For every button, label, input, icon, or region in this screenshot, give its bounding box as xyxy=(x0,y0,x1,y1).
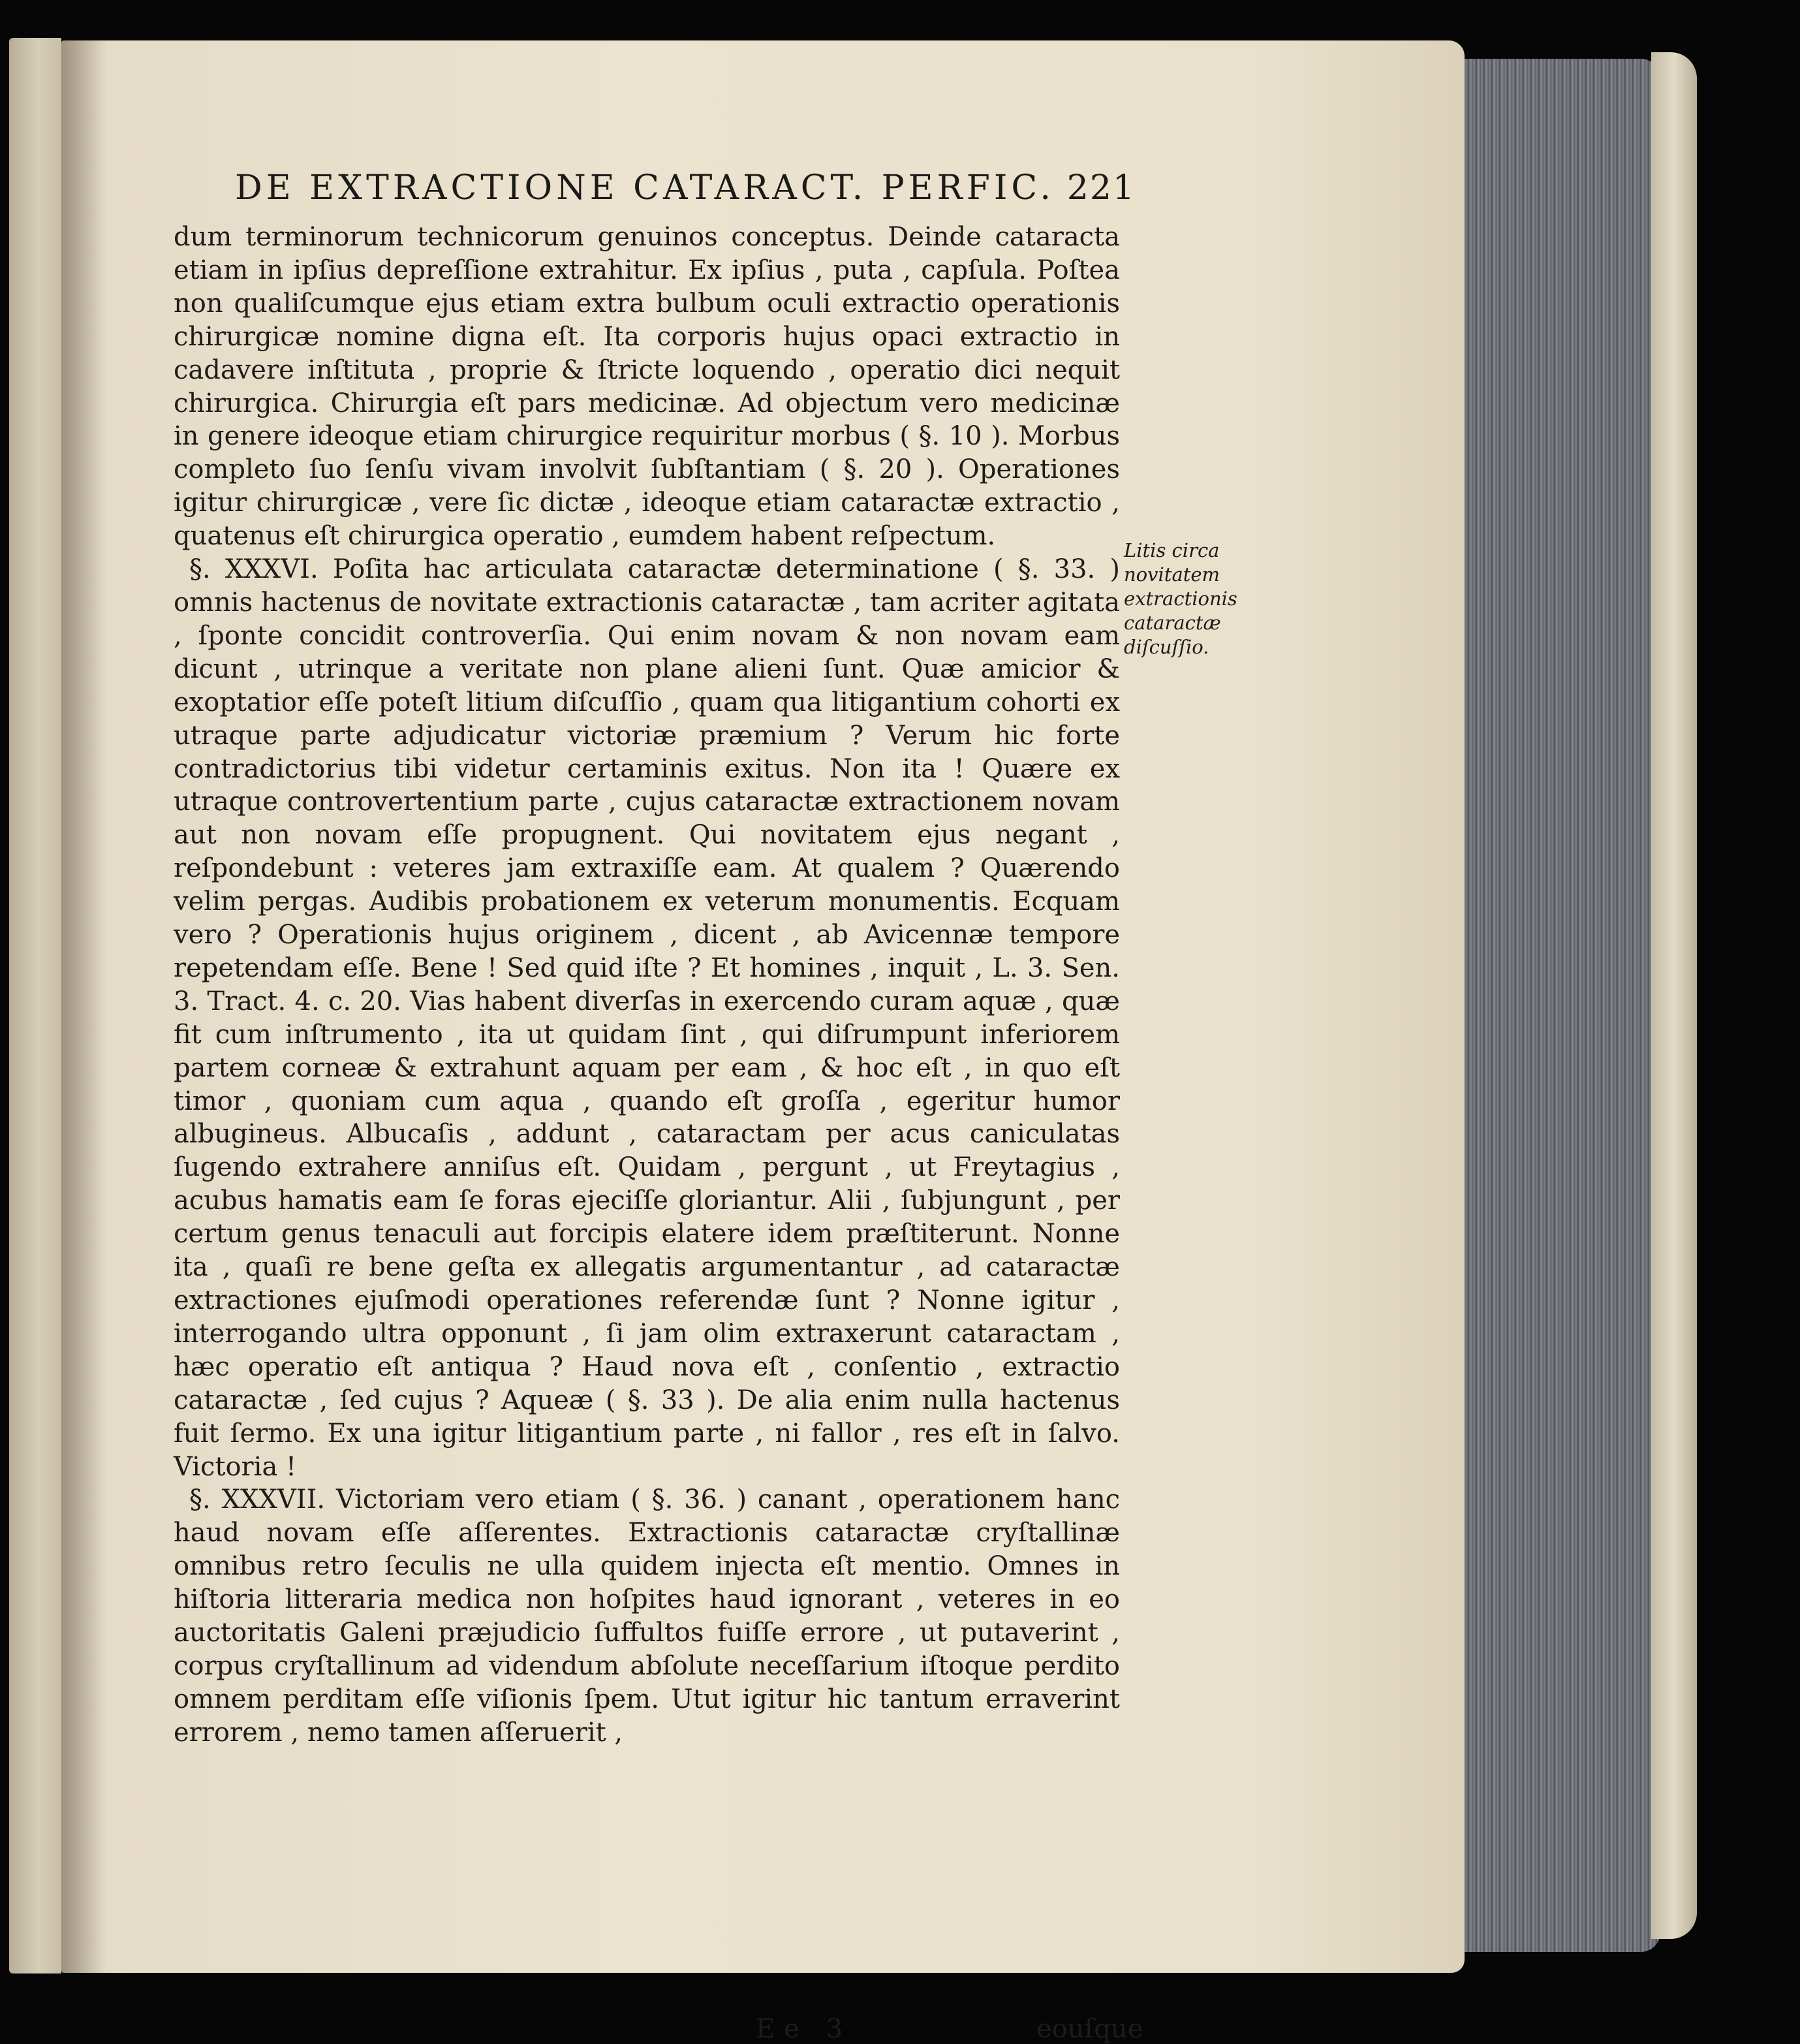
running-head: DE EXTRACTIONE CATARACT. PERFIC. xyxy=(235,168,1055,208)
paragraph-section-36: §. XXXVI. Poſita hac articulata cataractæ determinatione ( §. 33. ) omnis hactenus de novitate extractionis cataractæ , tam acriter agitata , ſponte concidit controverſia. Qui enim novam & non novam eam dicunt , utrinque a veritate non plane alieni ſunt. Quæ amicior & exoptatior eſſe poteſt litium diſcuſſio , quam qua litigantium cohorti ex utraque parte adjudicatur victoriæ præmium ? Verum hic forte contradictorius tibi videtur certaminis exitus. Non ita ! Quære ex utraque controvertentium parte , cujus cataractæ extractionem novam aut non novam eſſe propugnent. Qui novitatem ejus negant , reſpondebunt : veteres jam extraxiſſe eam. At qualem ? Quærendo velim pergas. Audibis probationem ex veterum monumentis. Ecquam vero ? Operationis hujus originem , dicent , ab Avicennæ tempore repetendam eſſe. Bene ! Sed quid iſte ? Et homines , inquit , L. 3. Sen. 3. Tract. 4. c. 20. Vias habent diverſas in exercendo curam aquæ , quæ fit cum inſtrumento , ita ut quidam ſint , qui diſrumpunt inferiorem partem corneæ & extrahunt aquam per eam , & hoc eſt , in quo eſt timor , quoniam cum aqua , quando eſt groſſa , egeritur humor albugineus. Albucaſis , addunt , cataractam per acus caniculatas ſugendo extrahere anniſus eſt. Quidam , pergunt , ut Freytagius , acubus hamatis eam ſe foras ejeciſſe gloriantur. Alii , ſubjungunt , per certum genus tenaculi aut forcipis elatere idem præſtiterunt. Nonne ita , quaſi re bene geſta ex allegatis argumentantur , ad cataractæ extractiones ejuſmodi operationes referendæ ſunt ? Nonne igitur , interrogando ultra opponunt , ſi jam olim extraxerunt cataractam , hæc operatio eſt antiqua ? Haud nova eſt , conſentio , extractio cataractæ , ſed cujus ? Aqueæ ( §. 33 ). De alia enim nulla hactenus fuit ſermo. Ex una igitur litigantium parte , ni fallor , res eſt in ſalvo. Victoria ! xyxy=(174,554,1120,1482)
book-fore-edge xyxy=(1465,59,1660,1952)
paragraph-section-37: §. XXXVII. Victoriam vero etiam ( §. 36. ) canant , operationem hanc haud novam eſſe aſſerentes. Extractionis cataractæ cryſtallinæ omnibus retro ſeculis ne ulla quidem injecta eſt mentio. Omnes in hiſtoria litteraria medica non hoſpites haud ignorant , veteres in eo auctoritatis Galeni præjudicio ſuffultos fuiſſe errore , ut putaverint , corpus cryſtallinum ad videndum abſolute neceſſarium iſtoque perdito omnem perditam eſſe viſionis ſpem. Utut igitur hic tantum erraverint errorem , nemo tamen aſſeruerit , xyxy=(174,1485,1120,1748)
paragraph-continuation: dum terminorum technicorum genuinos conceptus. Deinde cataracta etiam in ipſius depreſſione extrahitur. Ex ipſius , puta , capſula. Poſtea non qualiſcumque ejus etiam extra bulbum oculi extractio operationis chirurgicæ nomine digna eſt. Ita corporis hujus opaci extractio in cadavere inſtituta , proprie & ſtricte loquendo , operatio dici nequit chirurgica. Chirurgia eſt pars medicinæ. Ad objectum vero medicinæ in genere ideoque etiam chirurgice requiritur morbus ( §. 10 ). Morbus completo ſuo ſenſu vivam involvit ſubſtantiam ( §. 20 ). Operationes igitur chirurgicæ , vere ſic dictæ , ideoque etiam cataractæ extractio , quatenus eſt chirurgica operatio , eumdem habent reſpectum. xyxy=(174,222,1120,552)
margin-note: Litis circa novitatem extractionis cataractæ diſcuſſio. xyxy=(1124,539,1237,658)
page-header xyxy=(235,168,1136,214)
catchword: eouſque xyxy=(1036,2014,1143,2044)
book-cover-edge xyxy=(1651,52,1697,1939)
facing-page-edge xyxy=(9,38,61,1973)
body-text xyxy=(174,221,1120,1750)
signature-mark: Ee 3 xyxy=(756,2014,852,2044)
page-number: 221 xyxy=(1066,168,1136,208)
gutter-shadow xyxy=(61,40,107,1973)
